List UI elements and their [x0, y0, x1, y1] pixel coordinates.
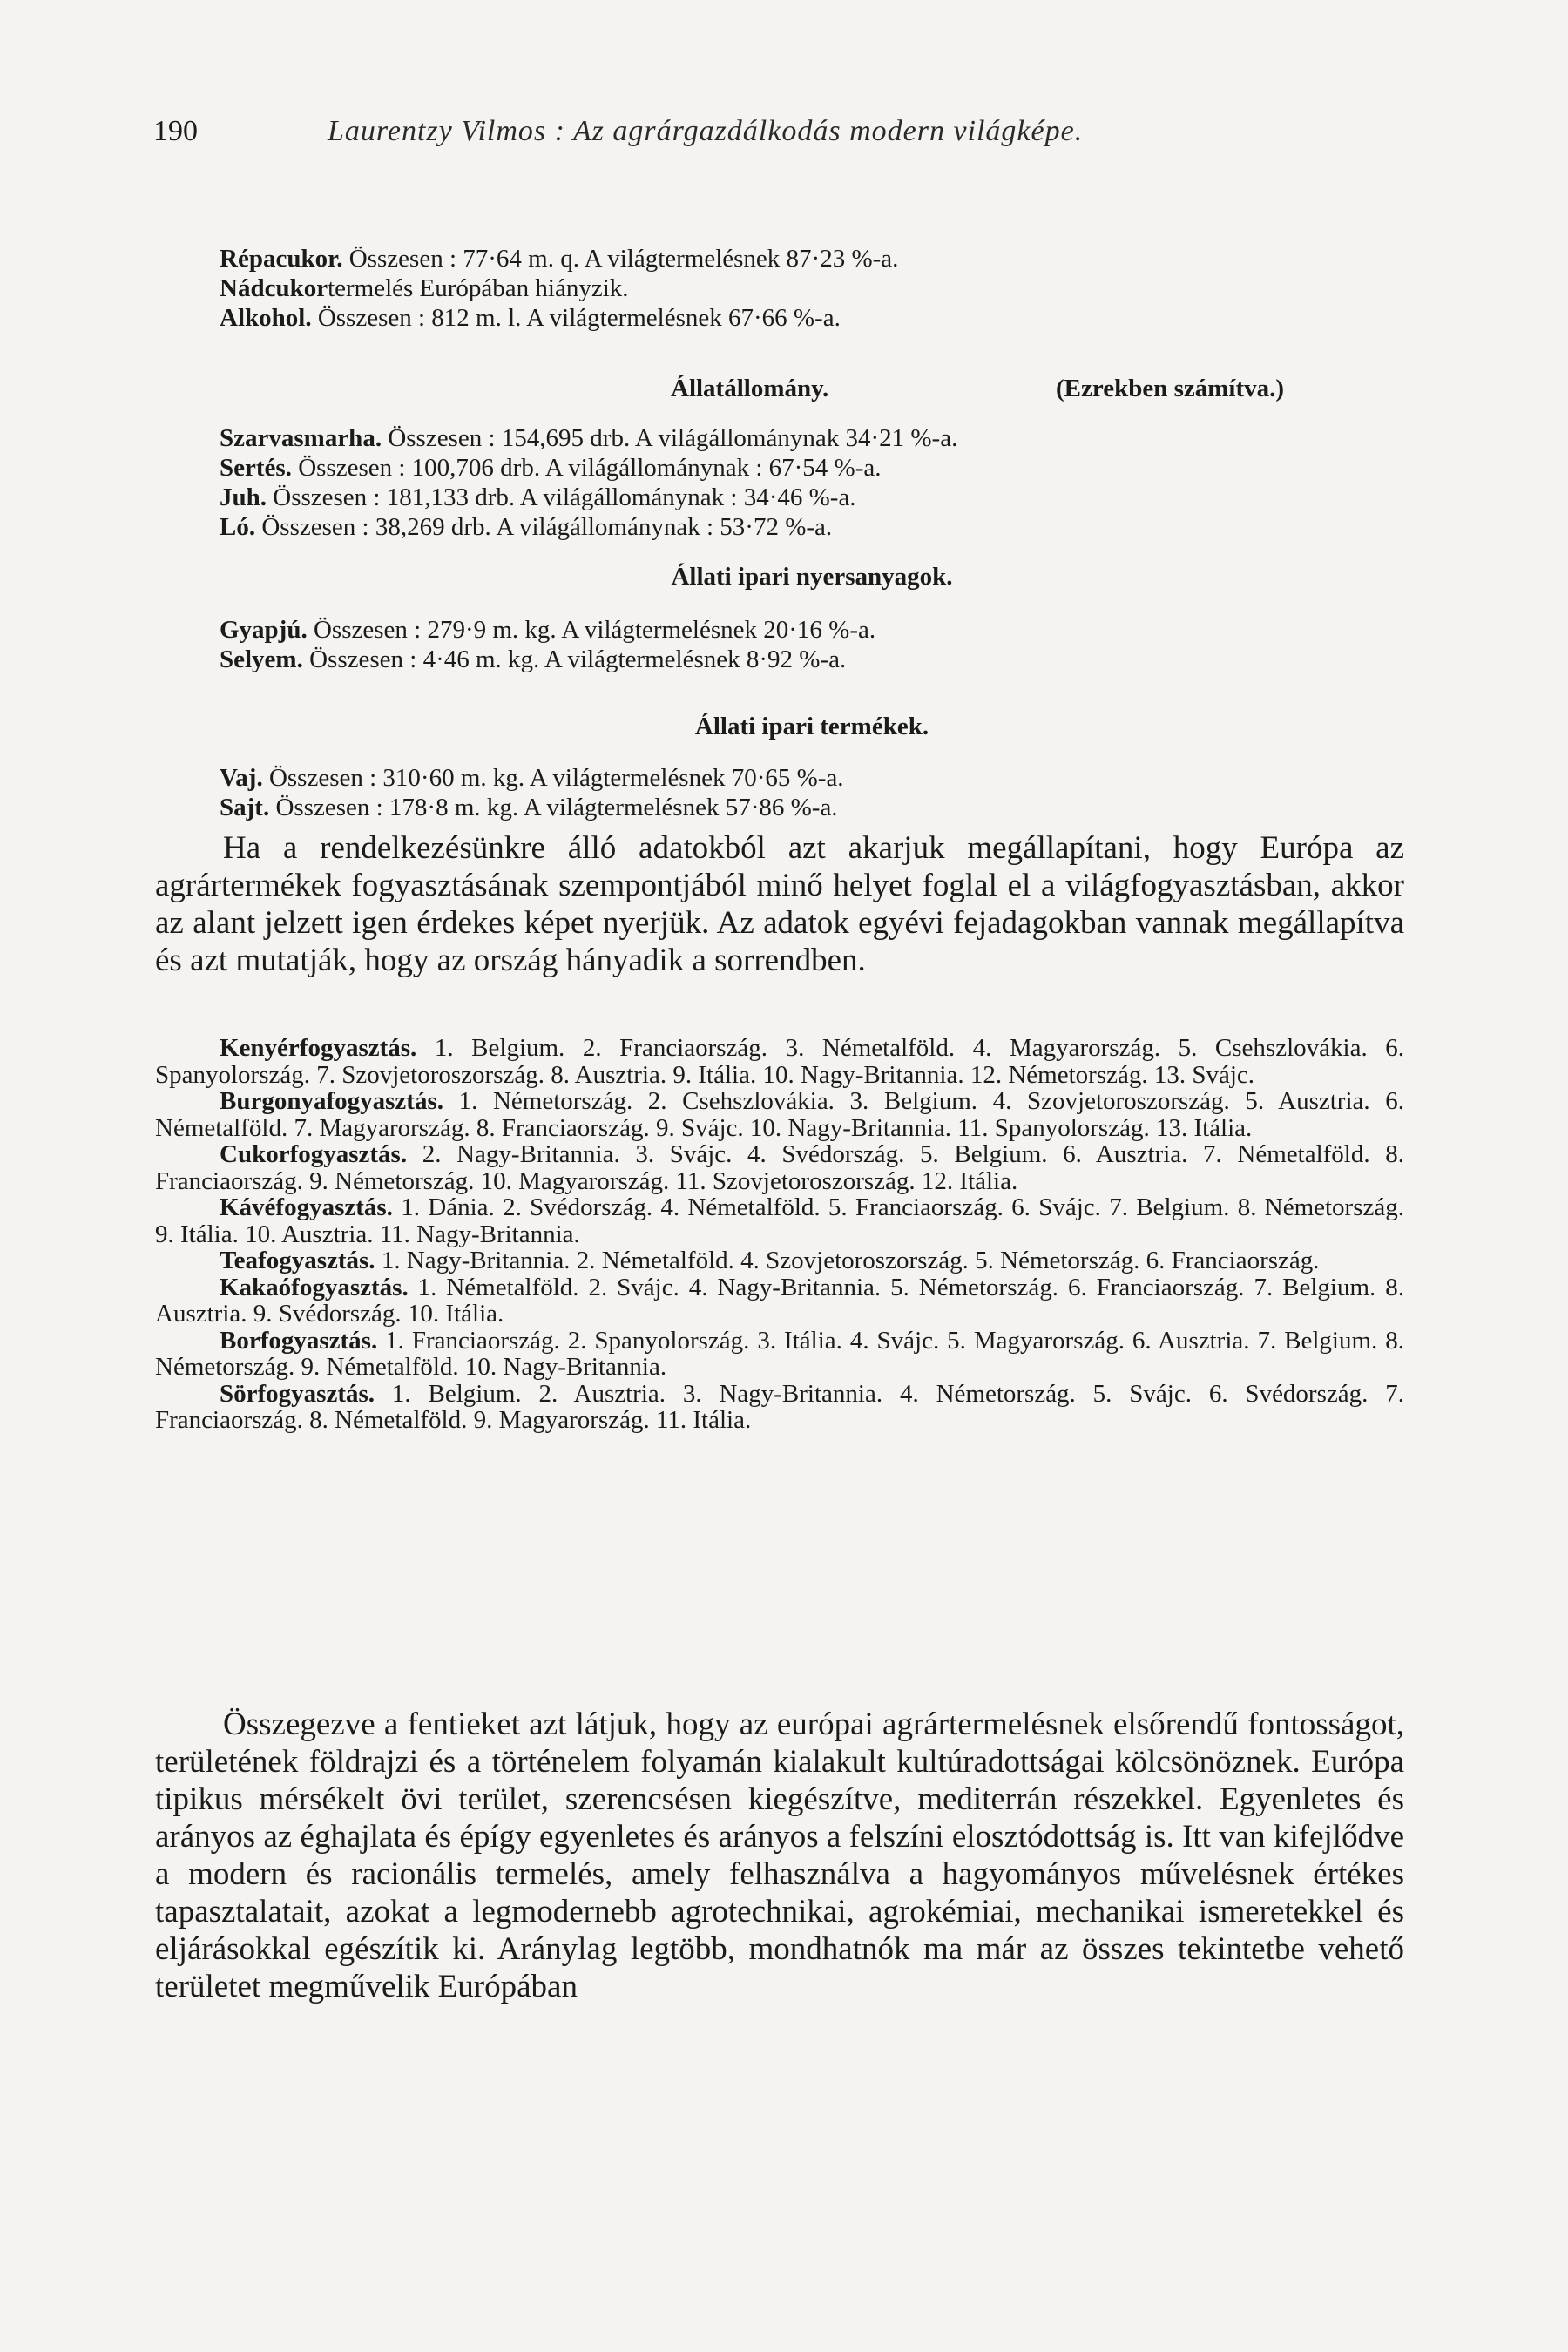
stat-line: Szarvasmarha. Összesen : 154,695 drb. A világállománynak 34·21 %-a. — [220, 424, 958, 452]
stat-line: Nádcukortermelés Európában hiányzik. — [220, 274, 629, 302]
products-stats — [220, 763, 1404, 822]
stat-line: Selyem. Összesen : 4·46 m. kg. A világtermelésnek 8·92 %-a. — [220, 645, 847, 673]
livestock-stats — [220, 423, 1404, 542]
paragraph-intro — [155, 829, 1404, 979]
paragraph-summary — [155, 1706, 1404, 2005]
running-title: Laurentzy Vilmos : Az agrárgazdálkodás modern világképe. — [328, 115, 1084, 147]
ranking-entry: Cukorfogyasztás. 2. Nagy-Britannia. 3. Svájc. 4. Svédország. 5. Belgium. 6. Ausztria. 7. Németalföld. 8. Franciaország. 9. Németország. 10. Magyarország. 11. Szovjetoroszország. 12. Itália. — [155, 1140, 1404, 1195]
ranking-entry: Kakaófogyasztás. 1. Németalföld. 2. Svájc. 4. Nagy-Britannia. 5. Németország. 6. Franciaország. 7. Belgium. 8. Ausztria. 9. Svédország. 10. Itália. — [155, 1273, 1404, 1328]
stat-line: Sajt. Összesen : 178·8 m. kg. A világtermelésnek 57·86 %-a. — [220, 794, 838, 821]
consumption-rankings — [155, 1035, 1404, 1434]
ranking-entry: Burgonyafogyasztás. 1. Németország. 2. Csehszlovákia. 3. Belgium. 4. Szovjetoroszország. 5. Ausztria. 6. Németalföld. 7. Magyarország. 8. Franciaország. 9. Svájc. 10. Nagy-Britannia. 11. Spanyolország. 13. Itália. — [155, 1087, 1404, 1142]
paragraph-text: Összegezve a fentieket azt látjuk, hogy az európai agrártermelésnek elsőrendű fontosságot, területének földrajzi és a történelem folyamán kialakult kultúradottságai kölcsönöznek. Európa tipikus mérsékelt övi terület, szerencsésen kiegészítve, mediterrán részekkel. Egyenletes és arányos az éghajlata és épígy egyenletes és arányos a felszíni elosztódottság is. Itt van kifejlődve a modern és racionális termelés, amely felhasználva a hagyományos művelésnek értékes tapasztalatait, azokat a legmodernebb agrotechnikai, agrokémiai, mechanikai ismeretekkel és eljárásokkal egészítik ki. Aránylag legtöbb, mondhatnók ma már az összes tekintetbe vehető területet megművelik Európában — [155, 1707, 1404, 2004]
page-header — [153, 115, 1408, 159]
livestock-note: (Ezrekben számítva.) — [1056, 375, 1285, 402]
products-heading: Állati ipari termékek. — [694, 713, 929, 740]
raw-materials-stats — [220, 615, 1404, 674]
page-number: 190 — [153, 115, 198, 147]
stat-line: Gyapjú. Összesen : 279·9 m. kg. A világtermelésnek 20·16 %-a. — [220, 616, 876, 644]
paragraph-text: Ha a rendelkezésünkre álló adatokból azt akarjuk megállapítani, hogy Európa az agrártermékek fogyasztásának szempontjából minő helyet foglal el a világfogyasztásban, akkor az alant jelzett igen érdekes képet nyerjük. Az adatok egyévi fejadagokban vannak megállapítva és azt mutatják, hogy az ország hányadik a sorrendben. — [155, 830, 1404, 978]
stat-line: Répacukor. Összesen : 77·64 m. q. A világtermelésnek 87·23 %-a. — [220, 245, 899, 273]
ranking-entry: Borfogyasztás. 1. Franciaország. 2. Spanyolország. 3. Itália. 4. Svájc. 5. Magyarország. 6. Ausztria. 7. Belgium. 8. Németország. 9. Németalföld. 10. Nagy-Britannia. — [155, 1326, 1404, 1381]
stat-line: Ló. Összesen : 38,269 drb. A világállománynak : 53·72 %-a. — [220, 513, 833, 541]
stat-line: Sertés. Összesen : 100,706 drb. A világállománynak : 67·54 %-a. — [220, 454, 882, 482]
production-stats — [220, 244, 1404, 333]
ranking-entry: Sörfogyasztás. 1. Belgium. 2. Ausztria. 3. Nagy-Britannia. 4. Németország. 5. Svájc. 6. Svédország. 7. Franciaország. 8. Németalföld. 9. Magyarország. 11. Itália. — [155, 1379, 1404, 1434]
livestock-heading: Állatállomány. — [671, 375, 829, 402]
ranking-entry: Kávéfogyasztás. 1. Dánia. 2. Svédország. 4. Németalföld. 5. Franciaország. 6. Svájc. 7. Belgium. 8. Németország. 9. Itália. 10. Ausztria. 11. Nagy-Britannia. — [155, 1193, 1404, 1248]
ranking-entry: Teafogyasztás. 1. Nagy-Britannia. 2. Németalföld. 4. Szovjetoroszország. 5. Németország. 6. Franciaország. — [220, 1247, 1320, 1274]
stat-line: Vaj. Összesen : 310·60 m. kg. A világtermelésnek 70·65 %-a. — [220, 764, 844, 792]
stat-line: Juh. Összesen : 181,133 drb. A világállománynak : 34·46 %-a. — [220, 483, 856, 511]
ranking-entry: Kenyérfogyasztás. 1. Belgium. 2. Franciaország. 3. Németalföld. 4. Magyarország. 5. Csehszlovákia. 6. Spanyolország. 7. Szovjetoroszország. 8. Ausztria. 9. Itália. 10. Nagy-Britannia. 12. Németország. 13. Svájc. — [155, 1034, 1404, 1089]
stat-line: Alkohol. Összesen : 812 m. l. A világtermelésnek 67·66 %-a. — [220, 304, 841, 332]
raw-materials-heading: Állati ipari nyersanyagok. — [671, 563, 953, 591]
